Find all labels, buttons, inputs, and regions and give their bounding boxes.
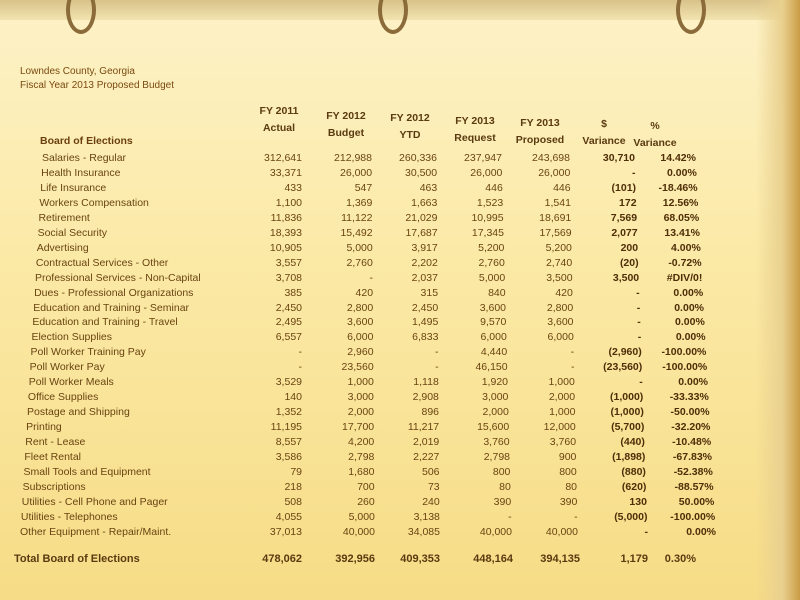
cell-budget: 23,560 bbox=[341, 361, 374, 374]
cell-actual: 2,450 bbox=[275, 301, 302, 314]
doc-subtitle: Fiscal Year 2013 Proposed Budget bbox=[20, 80, 174, 91]
cell-ytd: 11,217 bbox=[407, 421, 440, 434]
cell-ytd: 21,029 bbox=[405, 211, 438, 224]
line-item-label: Small Tools and Equipment bbox=[23, 465, 151, 478]
cell-proposed: 1,000 bbox=[548, 376, 575, 389]
cell-actual: 79 bbox=[290, 465, 302, 478]
cell-budget: 6,000 bbox=[347, 331, 374, 344]
cell-proposed: - bbox=[570, 346, 575, 359]
total-budget: 392,956 bbox=[335, 553, 375, 565]
cell-ytd: 30,500 bbox=[404, 166, 438, 179]
cell-proposed: 3,600 bbox=[547, 316, 574, 329]
cell-ytd: 315 bbox=[420, 286, 439, 299]
table-row bbox=[0, 525, 800, 539]
cell-pct: 13.41% bbox=[664, 226, 700, 239]
cell-request: 390 bbox=[493, 495, 512, 508]
cell-budget: 3,600 bbox=[347, 316, 374, 329]
column-header-line2: Variance bbox=[582, 135, 626, 147]
table-row bbox=[0, 465, 800, 479]
cell-budget: 5,000 bbox=[348, 510, 375, 523]
cell-proposed: 2,740 bbox=[545, 256, 573, 269]
cell-variance: 3,500 bbox=[612, 271, 640, 284]
cell-ytd: 2,037 bbox=[411, 271, 438, 284]
line-item-label: Utilities - Telephones bbox=[20, 510, 118, 523]
cell-actual: - bbox=[298, 346, 302, 359]
cell-budget: 3,000 bbox=[347, 391, 374, 404]
cell-request: 1,920 bbox=[481, 376, 508, 389]
cell-budget: 40,000 bbox=[342, 525, 375, 538]
table-row bbox=[0, 435, 800, 449]
cell-ytd: 2,908 bbox=[412, 391, 439, 404]
cell-actual: 3,529 bbox=[275, 376, 302, 389]
cell-budget: 4,200 bbox=[347, 436, 375, 449]
line-item-label: Retirement bbox=[38, 211, 90, 224]
table-row bbox=[0, 301, 800, 315]
cell-pct: 50.00% bbox=[678, 495, 715, 508]
column-header-line1: $ bbox=[601, 118, 607, 130]
cell-pct: 0.00% bbox=[675, 331, 706, 344]
cell-ytd: 463 bbox=[419, 181, 438, 194]
column-header-line2: Budget bbox=[327, 127, 365, 139]
cell-request: 40,000 bbox=[479, 525, 512, 538]
cell-budget: 11,122 bbox=[341, 211, 373, 224]
cell-proposed: 800 bbox=[559, 465, 577, 478]
cell-ytd: 6,833 bbox=[412, 331, 439, 344]
cell-budget: 2,800 bbox=[346, 301, 374, 314]
line-item-label: Poll Worker Training Pay bbox=[30, 346, 146, 359]
cell-proposed: 80 bbox=[565, 480, 578, 493]
cell-actual: 3,586 bbox=[275, 451, 302, 463]
cell-actual: 37,013 bbox=[269, 525, 302, 538]
line-item-label: Election Supplies bbox=[31, 331, 112, 344]
cell-pct: #DIV/0! bbox=[666, 271, 703, 284]
cell-pct: -52.38% bbox=[673, 465, 713, 478]
total-row bbox=[0, 551, 800, 567]
section-title: Board of Elections bbox=[40, 135, 133, 147]
total-proposed: 394,135 bbox=[540, 553, 580, 565]
cell-budget: 2,798 bbox=[348, 451, 375, 463]
column-header-line1: FY 2012 bbox=[326, 110, 366, 122]
line-item-label: Utilities - Cell Phone and Pager bbox=[21, 495, 168, 508]
table-row bbox=[0, 151, 800, 165]
cell-ytd: 17,687 bbox=[405, 226, 438, 239]
cell-proposed: 3,500 bbox=[546, 271, 573, 284]
line-item-label: Workers Compensation bbox=[39, 196, 149, 209]
cell-pct: 0.00% bbox=[673, 286, 704, 299]
cell-actual: 3,708 bbox=[275, 271, 302, 284]
line-item-label: Education and Training - Travel bbox=[32, 316, 178, 329]
line-item-label: Postage and Shipping bbox=[27, 406, 130, 419]
cell-proposed: 18,691 bbox=[539, 211, 572, 224]
cell-request: 3,760 bbox=[483, 436, 510, 449]
cell-variance: (1,000) bbox=[610, 406, 644, 419]
cell-pct: -100.00% bbox=[662, 361, 708, 374]
line-item-label: Education and Training - Seminar bbox=[33, 301, 190, 314]
cell-pct: -88.57% bbox=[674, 480, 714, 493]
column-header-line1: FY 2012 bbox=[390, 112, 430, 124]
cell-budget: 547 bbox=[354, 181, 373, 194]
cell-proposed: 1,541 bbox=[544, 196, 571, 209]
cell-request: 446 bbox=[485, 181, 503, 194]
cell-proposed: 3,760 bbox=[549, 436, 577, 449]
cell-pct: 0.00% bbox=[686, 525, 716, 538]
cell-actual: 312,641 bbox=[264, 152, 302, 164]
table-row bbox=[0, 495, 800, 509]
cell-budget: 260 bbox=[357, 495, 375, 508]
cell-pct: 0.00% bbox=[678, 376, 708, 389]
cell-request: 3,600 bbox=[479, 301, 506, 314]
cell-actual: 6,557 bbox=[275, 331, 302, 344]
cell-proposed: - bbox=[570, 361, 575, 374]
cell-ytd: 1,663 bbox=[411, 196, 438, 209]
cell-budget: 700 bbox=[357, 480, 375, 493]
cell-actual: - bbox=[298, 361, 302, 374]
cell-budget: 17,700 bbox=[342, 421, 375, 434]
line-item-label: Poll Worker Meals bbox=[28, 376, 114, 389]
table-row bbox=[0, 315, 800, 329]
binder-ring bbox=[66, 0, 96, 34]
column-header-line1: FY 2011 bbox=[259, 105, 299, 117]
cell-variance: - bbox=[637, 331, 642, 344]
cell-request: 15,600 bbox=[477, 421, 510, 434]
line-item-label: Advertising bbox=[36, 241, 89, 254]
cell-actual: 433 bbox=[284, 181, 302, 194]
cell-variance: (1,898) bbox=[612, 451, 646, 463]
cell-pct: -10.48% bbox=[672, 436, 712, 449]
cell-actual: 3,557 bbox=[275, 256, 302, 269]
cell-variance: (20) bbox=[619, 256, 639, 269]
cell-ytd: 1,495 bbox=[412, 316, 439, 329]
cell-actual: 10,905 bbox=[269, 241, 302, 254]
cell-proposed: - bbox=[574, 510, 578, 523]
cell-request: 10,995 bbox=[471, 211, 504, 224]
cell-proposed: 243,698 bbox=[532, 152, 570, 164]
cell-request: 9,570 bbox=[480, 316, 507, 329]
cell-request: 5,000 bbox=[478, 271, 506, 284]
cell-variance: 130 bbox=[629, 495, 647, 508]
cell-pct: 12.56% bbox=[662, 196, 699, 209]
cell-proposed: 420 bbox=[555, 286, 573, 299]
cell-variance: (2,960) bbox=[608, 346, 642, 359]
line-item-label: Poll Worker Pay bbox=[29, 361, 105, 374]
line-item-label: Contractual Services - Other bbox=[35, 256, 169, 269]
cell-ytd: 896 bbox=[421, 406, 440, 419]
cell-budget: 26,000 bbox=[339, 166, 373, 179]
cell-request: 2,760 bbox=[478, 256, 505, 269]
total-pct: 0.30% bbox=[664, 553, 696, 565]
cell-actual: 218 bbox=[284, 480, 302, 493]
cell-proposed: 900 bbox=[558, 451, 577, 463]
cell-ytd: 240 bbox=[422, 495, 440, 508]
cell-actual: 385 bbox=[284, 286, 302, 299]
column-header-line2: Request bbox=[454, 132, 496, 144]
cell-ytd: 3,138 bbox=[413, 510, 440, 523]
cell-variance: - bbox=[636, 301, 641, 314]
cell-ytd: - bbox=[435, 361, 439, 374]
cell-proposed: 446 bbox=[553, 181, 571, 194]
cell-ytd: 2,019 bbox=[412, 436, 440, 449]
cell-ytd: 260,336 bbox=[399, 152, 437, 164]
cell-variance: (5,000) bbox=[614, 510, 648, 523]
column-header-line1: % bbox=[650, 120, 660, 132]
cell-request: 5,200 bbox=[478, 241, 505, 254]
table-row bbox=[0, 330, 800, 344]
line-item-label: Social Security bbox=[37, 226, 108, 239]
cell-budget: 15,492 bbox=[340, 226, 373, 239]
cell-budget: 212,988 bbox=[334, 152, 372, 164]
cell-variance: 30,710 bbox=[602, 152, 635, 164]
cell-ytd: 2,202 bbox=[411, 256, 438, 269]
cell-ytd: 34,085 bbox=[407, 525, 440, 538]
cell-request: 3,000 bbox=[482, 391, 509, 404]
cell-proposed: 40,000 bbox=[545, 525, 578, 538]
line-item-label: Printing bbox=[26, 421, 62, 434]
cell-ytd: - bbox=[435, 346, 439, 359]
cell-variance: 2,077 bbox=[611, 226, 638, 239]
cell-proposed: 2,000 bbox=[548, 391, 576, 404]
cell-request: 26,000 bbox=[470, 166, 503, 179]
cell-pct: 0.00% bbox=[667, 166, 697, 179]
cell-request: 46,150 bbox=[475, 361, 508, 374]
cell-budget: 2,760 bbox=[346, 256, 373, 269]
cell-variance: - bbox=[632, 166, 636, 179]
cell-variance: (5,700) bbox=[611, 421, 645, 434]
cell-proposed: 5,200 bbox=[545, 241, 572, 254]
line-item-label: Life Insurance bbox=[40, 181, 107, 194]
line-item-label: Other Equipment - Repair/Maint. bbox=[20, 525, 172, 538]
cell-budget: 2,000 bbox=[347, 406, 375, 419]
table-row bbox=[0, 375, 800, 389]
cell-request: 2,000 bbox=[482, 406, 509, 419]
cell-variance: - bbox=[644, 525, 648, 538]
cell-actual: 140 bbox=[284, 391, 302, 404]
binder-ring bbox=[378, 0, 408, 34]
cell-proposed: 6,000 bbox=[547, 331, 574, 344]
column-header-line2: Proposed bbox=[515, 134, 565, 146]
cell-request: 800 bbox=[492, 465, 511, 478]
total-actual: 478,062 bbox=[262, 553, 302, 565]
cell-pct: 0.00% bbox=[674, 301, 704, 314]
total-request: 448,164 bbox=[473, 553, 513, 565]
cell-proposed: 26,000 bbox=[538, 166, 571, 179]
cell-proposed: 17,569 bbox=[539, 226, 572, 239]
cell-actual: 11,836 bbox=[270, 211, 302, 224]
line-item-label: Dues - Professional Organizations bbox=[34, 286, 194, 299]
cell-variance: 172 bbox=[619, 196, 637, 209]
cell-ytd: 1,118 bbox=[413, 376, 439, 389]
table-row bbox=[0, 286, 800, 300]
cell-variance: - bbox=[637, 316, 641, 329]
cell-pct: 68.05% bbox=[663, 211, 700, 224]
cell-variance: 200 bbox=[620, 241, 639, 254]
cell-pct: 14.42% bbox=[660, 152, 696, 164]
cell-actual: 1,352 bbox=[275, 406, 302, 419]
cell-pct: -50.00% bbox=[670, 406, 710, 419]
cell-budget: - bbox=[369, 271, 373, 284]
cell-request: 6,000 bbox=[480, 331, 507, 344]
cell-actual: 18,393 bbox=[269, 226, 302, 239]
cell-budget: 1,369 bbox=[346, 196, 373, 209]
table-row bbox=[0, 510, 800, 524]
table-row bbox=[0, 480, 800, 494]
cell-budget: 2,960 bbox=[347, 346, 374, 359]
cell-proposed: 390 bbox=[559, 495, 578, 508]
cell-request: 4,440 bbox=[480, 346, 508, 359]
column-header-line1: FY 2013 bbox=[520, 117, 560, 129]
cell-proposed: 2,800 bbox=[546, 301, 574, 314]
cell-pct: 4.00% bbox=[671, 241, 701, 254]
cell-pct: 0.00% bbox=[675, 316, 705, 329]
column-header-line2: Variance bbox=[633, 137, 677, 149]
cell-request: 17,345 bbox=[471, 226, 504, 239]
cell-request: 237,947 bbox=[464, 152, 502, 164]
table-row bbox=[0, 181, 800, 195]
cell-pct: -100.00% bbox=[661, 346, 707, 359]
cell-request: 1,523 bbox=[476, 196, 504, 209]
cell-pct: -67.83% bbox=[672, 451, 712, 463]
cell-variance: 7,569 bbox=[610, 211, 638, 224]
cell-actual: 508 bbox=[284, 495, 302, 508]
table-row bbox=[0, 420, 800, 434]
cell-ytd: 3,917 bbox=[411, 241, 438, 254]
org-name: Lowndes County, Georgia bbox=[20, 66, 135, 77]
cell-actual: 2,495 bbox=[275, 316, 302, 329]
table-row bbox=[0, 211, 800, 225]
cell-pct: -0.72% bbox=[668, 256, 702, 269]
total-ytd: 409,353 bbox=[400, 553, 440, 565]
cell-proposed: 1,000 bbox=[549, 406, 576, 419]
line-item-label: Fleet Rental bbox=[24, 451, 82, 463]
line-item-label: Salaries - Regular bbox=[42, 152, 127, 164]
cell-ytd: 2,227 bbox=[413, 451, 440, 463]
cell-budget: 1,000 bbox=[347, 376, 374, 389]
table-row bbox=[0, 226, 800, 240]
cell-variance: - bbox=[636, 286, 640, 299]
total-label: Total Board of Elections bbox=[14, 553, 140, 565]
total-variance: 1,179 bbox=[620, 553, 648, 565]
cell-proposed: 12,000 bbox=[543, 421, 576, 434]
table-row bbox=[0, 166, 800, 180]
cell-variance: (1,000) bbox=[610, 391, 644, 404]
cell-actual: 11,195 bbox=[270, 421, 302, 434]
cell-variance: (880) bbox=[621, 465, 646, 478]
column-header-line1: FY 2013 bbox=[455, 115, 495, 127]
table-row bbox=[0, 405, 800, 419]
cell-request: 840 bbox=[488, 286, 506, 299]
cell-variance: (620) bbox=[621, 480, 647, 493]
line-item-label: Health Insurance bbox=[41, 166, 121, 179]
cell-actual: 8,557 bbox=[275, 436, 302, 449]
cell-pct: -100.00% bbox=[670, 510, 716, 523]
binder-ring bbox=[676, 0, 706, 34]
cell-variance: (440) bbox=[620, 436, 645, 449]
line-item-label: Rent - Lease bbox=[25, 436, 86, 449]
cell-budget: 5,000 bbox=[346, 241, 373, 254]
table-row bbox=[0, 450, 800, 464]
cell-actual: 1,100 bbox=[275, 196, 302, 209]
cell-ytd: 506 bbox=[421, 465, 440, 478]
cell-budget: 420 bbox=[355, 286, 374, 299]
cell-pct: -18.46% bbox=[658, 181, 698, 194]
cell-ytd: 73 bbox=[427, 480, 440, 493]
cell-variance: (101) bbox=[611, 181, 637, 194]
cell-request: 80 bbox=[499, 480, 511, 493]
line-item-label: Office Supplies bbox=[27, 391, 99, 404]
line-item-label: Professional Services - Non-Capital bbox=[34, 271, 201, 284]
table-row bbox=[0, 360, 800, 374]
table-row bbox=[0, 345, 800, 359]
column-header-line2: Actual bbox=[262, 122, 296, 134]
cell-variance: (23,560) bbox=[603, 361, 643, 374]
cell-request: - bbox=[508, 510, 512, 523]
table-row bbox=[0, 271, 800, 285]
table-row bbox=[0, 390, 800, 404]
cell-actual: 4,055 bbox=[275, 510, 302, 523]
cell-budget: 1,680 bbox=[348, 465, 375, 478]
column-header bbox=[615, 118, 695, 152]
table-row bbox=[0, 256, 800, 270]
cell-request: 2,798 bbox=[483, 451, 510, 463]
table-row bbox=[0, 241, 800, 255]
cell-actual: 33,371 bbox=[269, 166, 302, 179]
cell-ytd: 2,450 bbox=[411, 301, 439, 314]
line-item-label: Subscriptions bbox=[22, 480, 86, 493]
cell-variance: - bbox=[639, 376, 643, 389]
table-row bbox=[0, 196, 800, 210]
cell-pct: -33.33% bbox=[669, 391, 709, 404]
cell-pct: -32.20% bbox=[671, 421, 711, 434]
column-header-line2: YTD bbox=[399, 129, 421, 141]
